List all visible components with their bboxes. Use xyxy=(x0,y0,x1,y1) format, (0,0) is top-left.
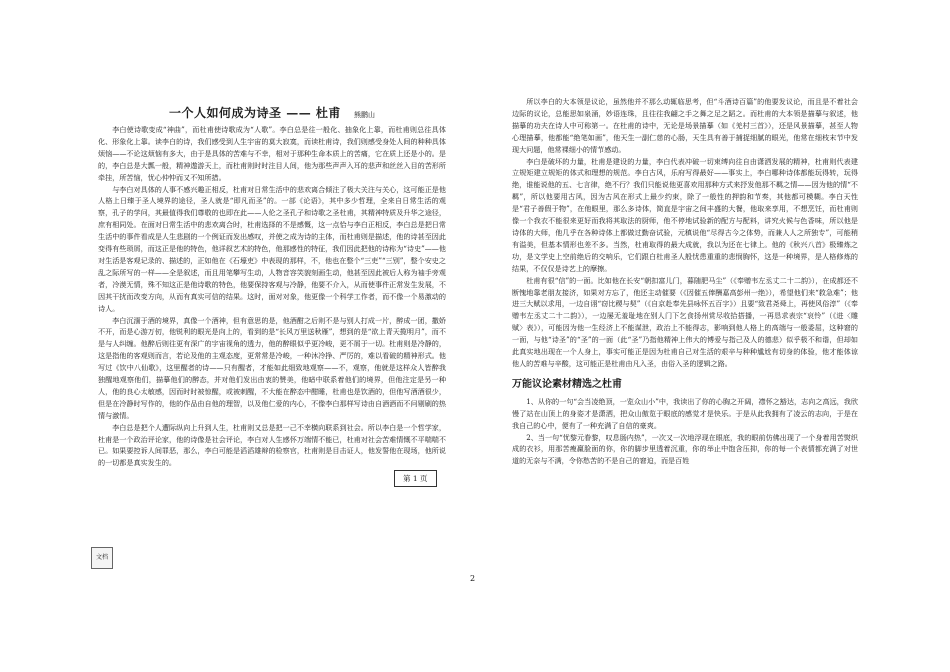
right-column xyxy=(512,96,858,467)
article-author: 熊鹏山 xyxy=(353,111,375,119)
page-number: 2 xyxy=(470,574,476,583)
article-title: 一个人如何成为诗圣 —— 杜甫 xyxy=(169,106,341,120)
left-column xyxy=(98,96,446,469)
paragraph: 李白是破坏的力量，杜甫是建设的力量，李白代表冲破一切束缚向往自由潇洒发展的精神，杜甫则代表建立规矩建立规矩的体式和理想的规范。李白古风，乐府写得最好——事实上，李白哪种诗体都能玩得转，玩得绝，谁能说他的五、七言律，绝不行？我们只能说他更喜欢用那种方式来抒发他那不羁之情——因为他的情“不羁”，所以他要用古风，因为古风在形式上最少约束，除了一般性的押韵和节奏，其他都可模糊。李白天性是“君子善假于物”，在他眼里，那么多诗体，简直是宇宙之间丰盛的大餐，他取来享用，不想烹饪，而杜甫则像一个我衣不能很来更好而我将其取法的厨师，他不停地试验新的配方与配料，讲究火候与色香味，所以他是诗体的大师，他几乎在各种诗体上都做过勤奋试验，元稹说他“尽得古今之体势，而兼人人之所独专”，可能稍有溢美，但基本情形也差不多。当然，杜甫取得的最大成就，我以为还在七律上。他的《秋兴八首》极臻炼之功，是文学史上空前绝后的交响乐，它们跟白杜甫圣人般忧患重重的悲悯胸怀，这是一种境界，是人格修炼的结果，不仅仅是诗艺上的摩擦。 xyxy=(512,156,858,273)
paragraph: 所以李白的大本领是议论，虽然他并不那么动辄临思考，但“斗酒诗百篇”的他要发议论，而且是不着社会边际的议论，总能思如泉涌，妙语连珠，且往往我翩之手之舞之足之蹈之。而杜甫的大本领是描摹与叙述，他描摹的功夫在诗人中可称第一。在杜甫的诗中，无论是场景描摹（如《羌村三首》），还是风景描摹，甚至人物心理描摹，他都能“绝笔如画”，他天生一副仁慈的心肠，天生具有善于捕捉细腻的眼光，他常在细枝末节中发现大问题，他常裸细小的情节感动。 xyxy=(512,97,858,154)
paragraph: 李白沉湎于酒的境界，真像一个酒神，但有意思的是，他酒酣之后则不是与别人打成一片，醉成一团，撒娇不开，而是心游万仞，他锐利的眼光是向上的，看到的是“长风万里送秋雁”，想到的是“欲上青天揽明月”，而不是与人纠缠。他醉后则往更有深广的宇宙视角的透力，他的醉眼似乎更冷峻，更不屑于一切。杜甫则是冷静的，这是指他的客观则而言，若论及他的主观态度，更常常是冷峻，一种沐冷挣、严厉的，难以看破的精神形式。他写过《饮中八仙歌》，这里醒者的诗——只有醒者，才能如此细致地观察——不，观察，他就是这样众人皆醉我独醒地观察他们，描摹他们的醉态，并对他们发出由衷的赞美，他暗中联系着他们的境界，但他注定是另一种人，他的良心太敏感，因而时时被惊醒，或被刺醒，不大能在醉态中酣睡，杜甫也是饮酒的，但他写酒酒很少，但是在冷静时写作的，他的作品由自他的理智，以及他仁爱的内心，不像李白那样写诗由自酒酒而不问剔刷的热情与激情。 xyxy=(98,315,446,420)
paragraph: 杜甫有很“信”的一面。比如他在长安“朝扣富儿门，暮随肥马尘”（《奉赠韦左丞丈二十二韵》），在成都还不断愧地靠老朋友接济，如果对方忘了，他还主动催要（《因催五俸酬嘉高彭州一绝》），希望他们来“救急难”；他进三大赋以求用，一边自诩“窃比稷与契”（《自京赴奉先县咏怀五百字》）且要“致君尧舜上，再使风俗淳”（《奉赠韦左丞丈二十二韵》），一边屡无羞耻地在别人门下乞食扬州赏尽收拾搭播，一再恳求表宗“哀怜”（《进〈雕赋〉表》），可能因为他一生经济上不能谋泄，政治上不能得志，影响到他人格上的高端与一般委屈，这种窘的一面，与他“诗圣”的“圣”的一面（此“圣”乃指他精神上伟大的博爱与指己及人的德悲）似乎极不和谐，但却如此真实地出现在一个人身上，事实可能正是因为杜甫自己对生活的艰辛与种种尴尬有切身的体验，他才能体谅他人的苦难与辛酸，这可能正是杜甫由凡入圣，由俗入圣的逻辑之路。 xyxy=(512,275,858,368)
list-item: 1、从你的一句“会当凌绝顶，一览众山小”中，我读出了你的心胸之开阔，襟怀之豁达，志向之高远，我欣慢了站在山顶上的身姿才是潇洒，把众山傲览于眼底的感觉才是快乐。于是从此我拥有了凌云的志向，于是在我自己的心中，便有了一种充满了自信的豪爽。 xyxy=(512,396,858,430)
page-indicator-box: 第 1 页 xyxy=(394,470,437,487)
article-header xyxy=(98,102,446,121)
section-title: 万能议论素材精选之杜甫 xyxy=(512,378,622,390)
paragraph: 与李白对具体的人事不感兴趣正相反，杜甫对日常生活中的悲欢离合倾注了极大关注与关心，这可能正是他人格上日臻于圣人境界的途径，圣人就是“即凡而圣”的。一部《论语》，其中多少哲理，全来自日常生活的观察，孔子的学问，其最值得我们尊敬的也即在此——人伦之圣孔子和诗歌之圣杜甫，其精神特质及升华之途径，庶有相同处。在面对日常生活中的悲欢离合时，杜甫选择的不是感慨，这一点恰与李白正相反，李白总是把日常生活中的事件看成是人生悲剧的一个例证而发出感叹，并使之成为诗的主体，而杜甫则是描述，他的诗甚至因此变得有些琐屑，而这正是他的特色，他详叙艺术的特色，他那感性的特征，我们因此把他的诗称为“诗史”——他对生活是客观记录的、描述的，正如他在《石壕吏》中表现的那样，不，他也在整个“三吏”“三别”，整个安史之乱之际所写的一样——全是叙述，而且用笔攀写生动，人物音容笑貌刻画生动，他甚至因此被后人称为袖手旁观者，冷漠无情，殊不知这正是他诗歌的特色，他要保持客观与冷静，他要不介入，从而使事件正常发生发展，不因其干扰而改变方向，从而有真实可信的结果。这时，面对对象，他更像一个科学工作者，而不像一个易激动的诗人。 xyxy=(98,184,446,313)
paragraph: 李白使诗歌变成“神曲”，而杜甫使诗歌成为“人歌”。李白总是往一般化、抽象化上靠，而杜甫则总往具体化、形象化上靠。读李白的诗，我们感受到人生宇宙的莫大寂寞，而读杜甫诗，我们则感受身处人间的种种具体烦恼——不论这烦恼有多大，由于是具体的苦难与不幸，相对于那种生命本质上的苦痛，它在质上还是小的。是的，李白总是大瓢一般，精神遨游天上，而杜甫则时时注目人间，他为那些声声入耳的悲声和丝丝入目的苦形所牵挂，所苦恼，忧心仲忡而又不知所措。 xyxy=(98,125,446,182)
paragraph: 李白总是把个人遭际纵向上升到人生，杜甫则又总是把一己不幸横向联系到社会。所以李白是一个哲学家，杜甫是一个政治评论家，他的诗像是社会评论，李白对人生感怀万端情不能已，杜甫对社会苦难情慨不平喘喘不已。如果要控诉人间罪恶，那么，李白可能是滔滔雄辩的检察官，杜甫则是目击证人，他发誓他在现场，他所说的一切都是真实发生的。 xyxy=(98,422,446,468)
list-item: 2、当一句“忧黎元眷黎，叹息肠内热”，一次又一次地浮现在眼底，我的眼前仿佛出现了一个身着用苦熨织成的衣衫，用那苦瘦羸脸面的你，你的脚步里透着沉重，你的举止中饱含压抑，你的每一个表情都充满了对世道的无奈与不满，令你愁苦的不是自己的窘迫，而是百姓 xyxy=(512,432,858,466)
page-corner-mark: 文档 xyxy=(91,547,113,569)
